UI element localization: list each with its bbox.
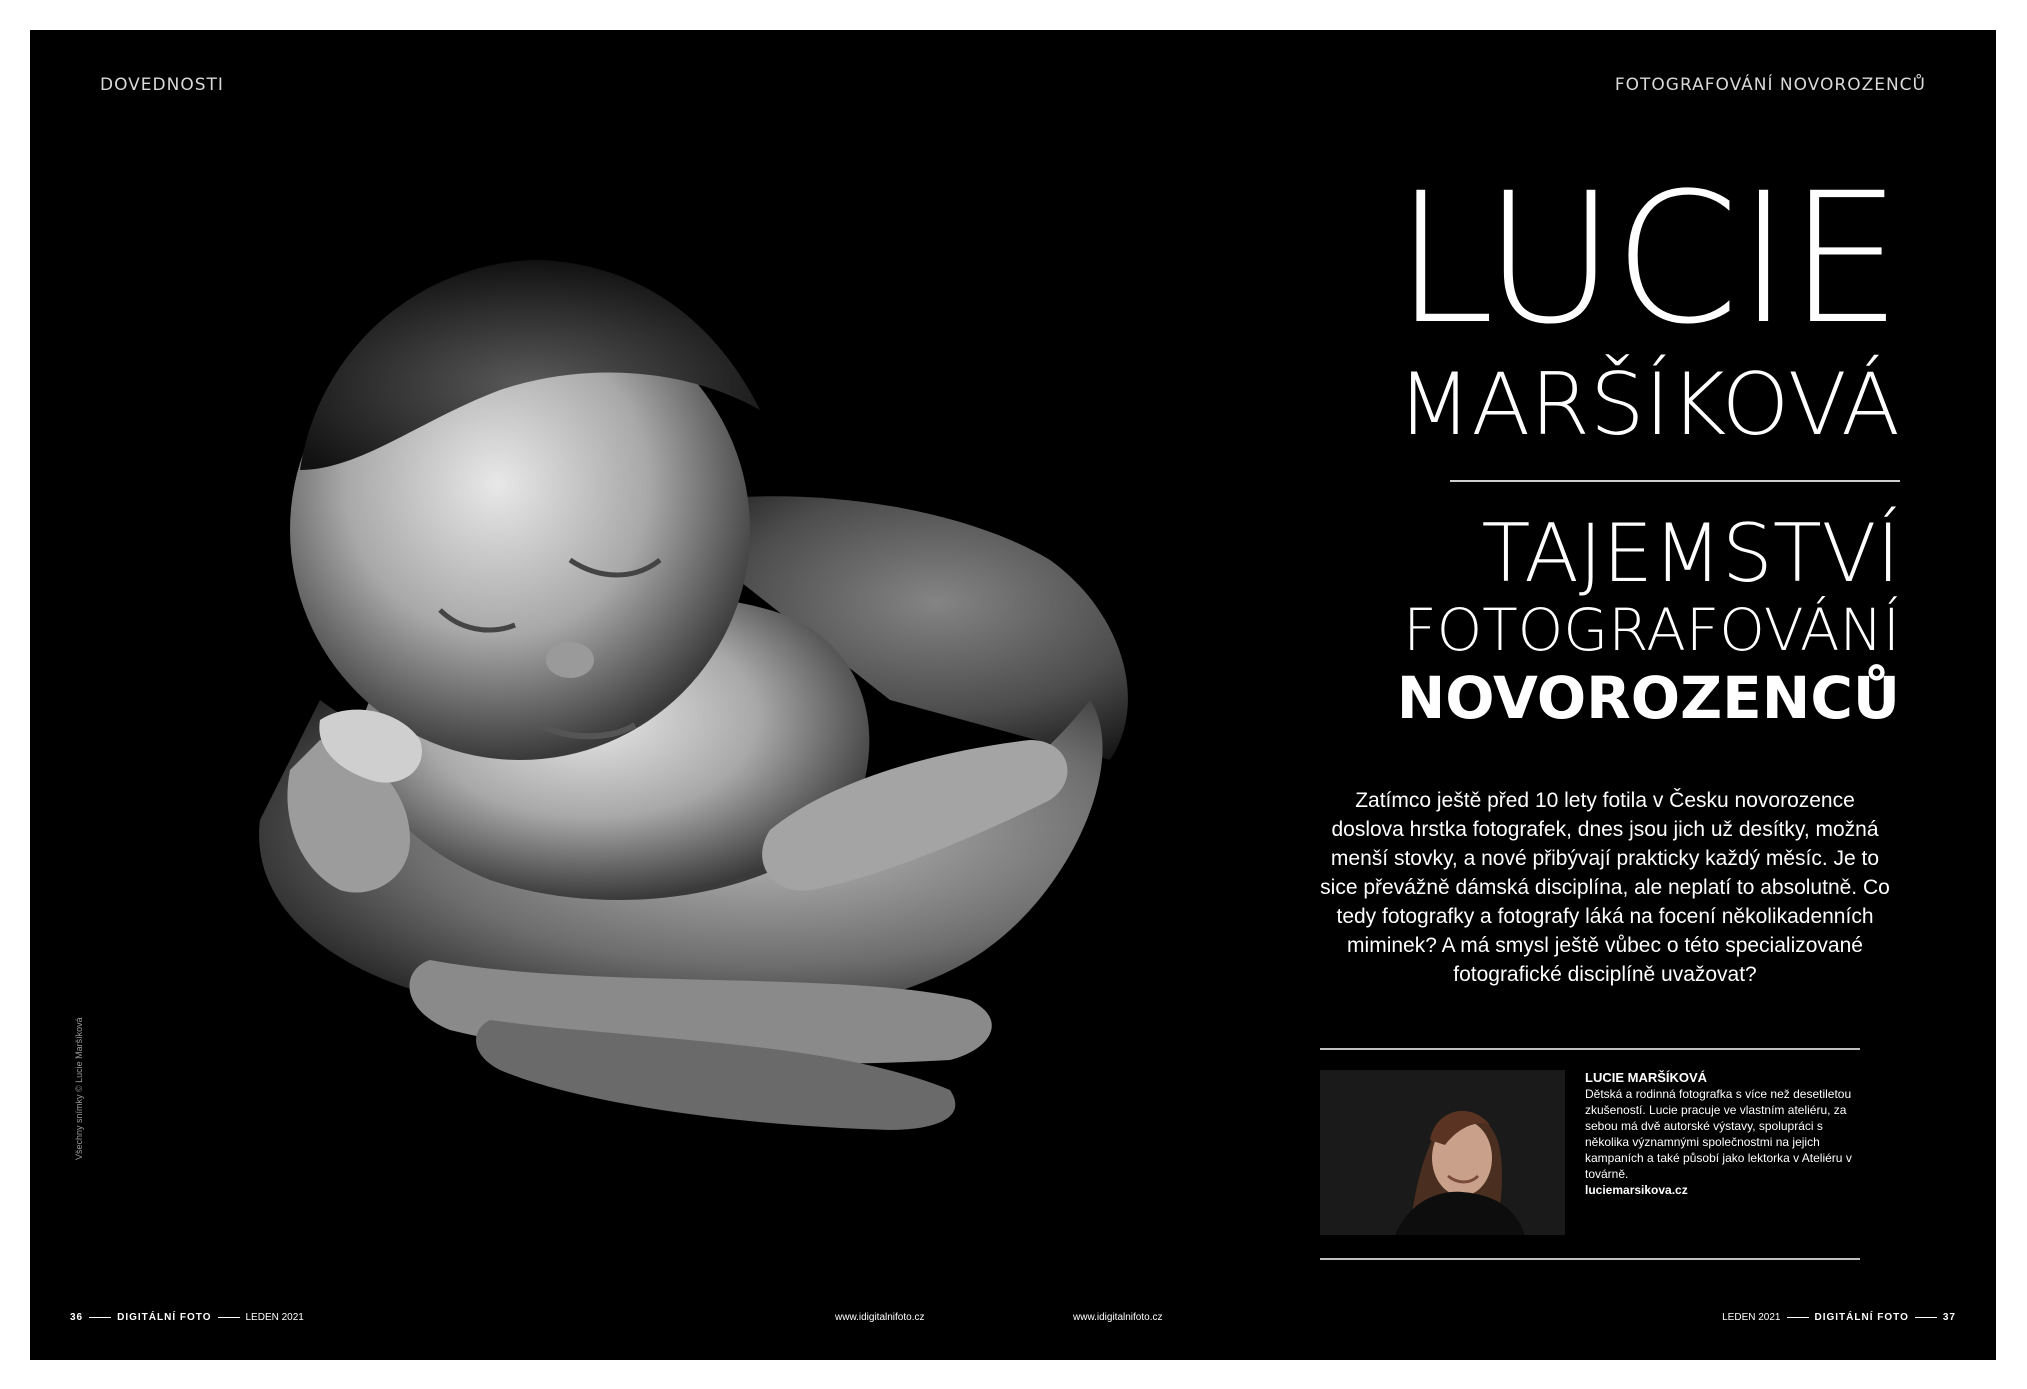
footer-divider [89,1317,111,1318]
article-title-block [1280,155,1900,732]
headline-line-1: TAJEMSTVÍ [1481,507,1900,600]
magazine-name-right: DIGITÁLNÍ FOTO [1814,1312,1909,1323]
page-number-left: 36 [70,1312,84,1323]
footer-left [70,1312,304,1323]
footer-divider [1787,1317,1809,1318]
footer-divider [1915,1317,1937,1318]
title-divider [1450,480,1900,482]
footer-right [1722,1312,1956,1323]
footer-divider [218,1317,240,1318]
newborn-in-hands-photo [70,140,1310,1230]
magazine-name-left: DIGITÁLNÍ FOTO [117,1312,212,1323]
issue-left: LEDEN 2021 [245,1312,304,1323]
article-intro: Zatímco ještě před 10 lety fotila v Česku novorozence doslova hrstka fotografek, dnes jsou jich už desítky, možná menší stovky, a nové přibývají prakticky každý měsíc. Je to sice převážně dámská disciplína, ale neplatí to absolutně. Co tedy fotografky a fotografy láká na focení několikadenních miminek? A má smysl ještě vůbec o této specializované fotografické disciplíně uvažovat? [1320,789,1890,986]
section-label-left: DOVEDNOSTI [100,75,224,95]
headline-line-2: FOTOGRAFOVÁNÍ [1403,596,1900,664]
author-box-top-rule [1320,1048,1860,1050]
author-last-name: MARŠÍKOVÁ [1397,355,1900,455]
website-url-left[interactable]: www.idigitalnifoto.cz [835,1312,925,1323]
author-first-name: LUCIE [1394,155,1900,364]
author-website-link[interactable]: luciemarsikova.cz [1585,1183,1688,1197]
photo-credit: Všechny snímky © Lucie Maršíková [74,1017,84,1160]
section-label-right: FOTOGRAFOVÁNÍ NOVOROZENCŮ [1614,75,1926,95]
author-box [1585,1070,1870,1198]
magazine-spread [30,30,1996,1360]
website-url-right[interactable]: www.idigitalnifoto.cz [1073,1312,1163,1323]
page-number-right: 37 [1942,1312,1956,1323]
author-bio: Dětská a rodinná fotografka s více než desetiletou zkušeností. Lucie pracuje ve vlastním ateliéru, za sebou má dvě autorské výstavy, spolupráci s několika významnými společnostmi na jejich kampaních a také působí jako lektorka v Ateliéru v továrně. [1585,1087,1852,1181]
author-name: LUCIE MARŠÍKOVÁ [1585,1070,1708,1085]
author-box-bottom-rule [1320,1258,1860,1260]
issue-right: LEDEN 2021 [1722,1312,1781,1323]
headline-line-3: NOVOROZENCŮ [1396,664,1900,732]
author-portrait [1320,1070,1565,1235]
